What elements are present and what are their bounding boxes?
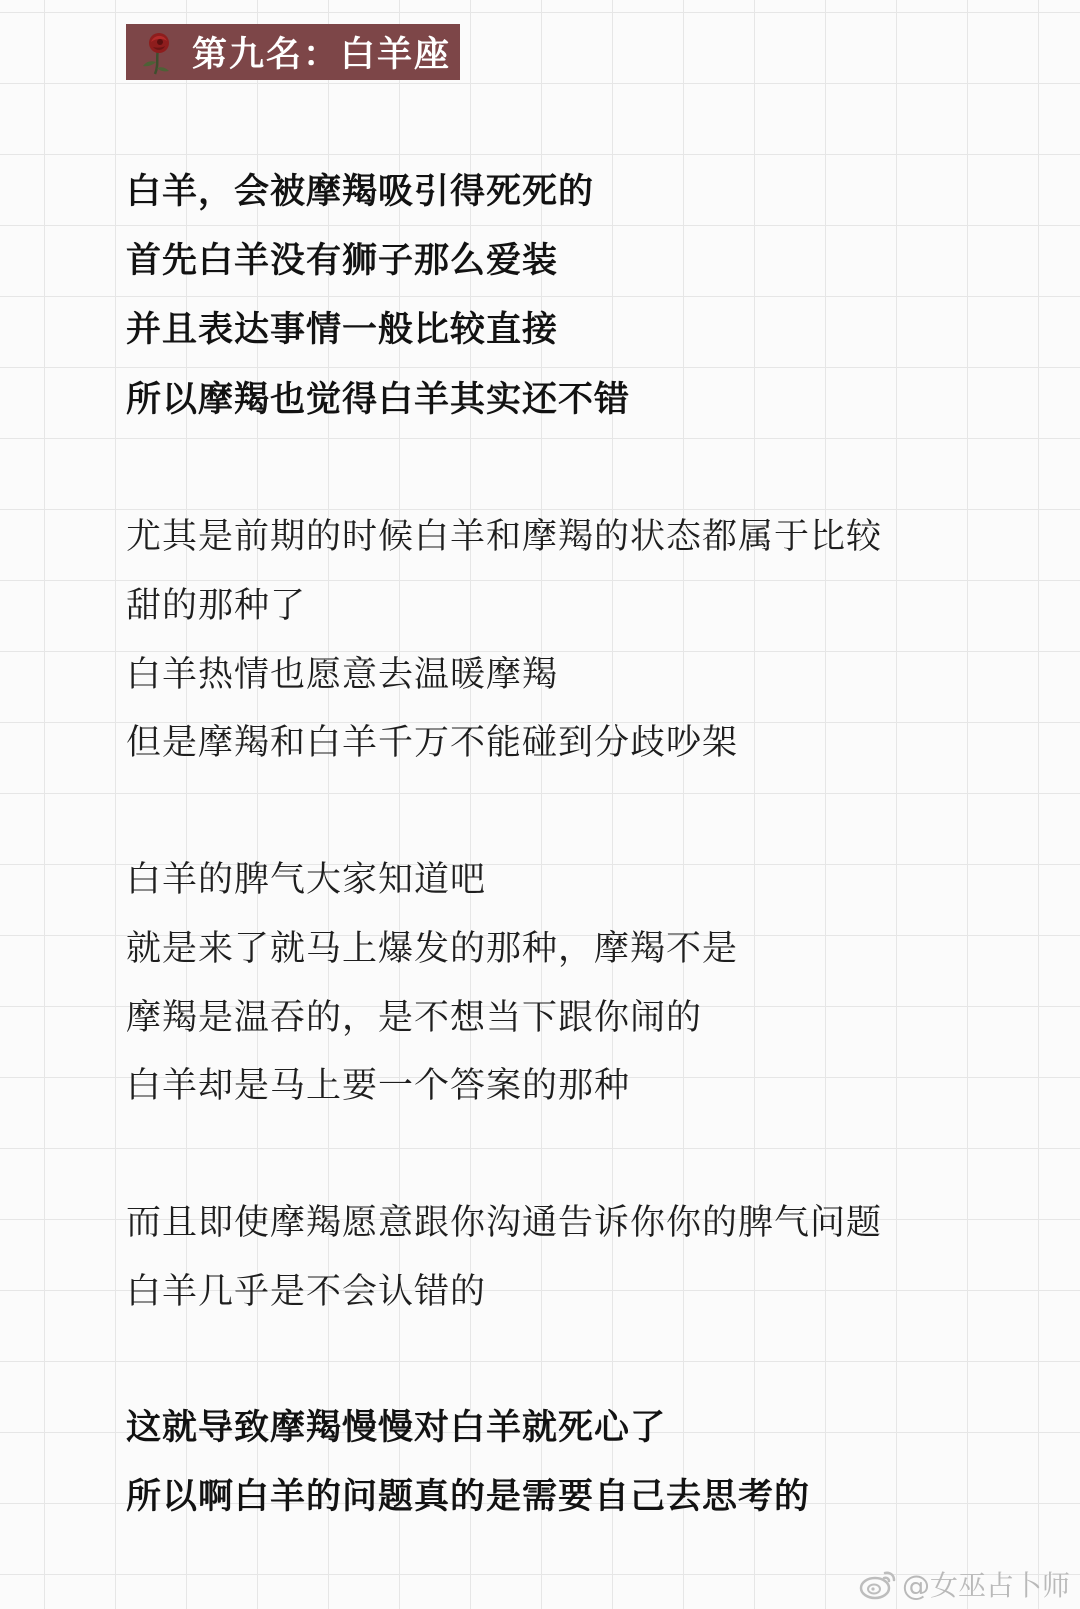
text-line: 白羊热情也愿意去温暖摩羯 (126, 655, 559, 695)
weibo-watermark (858, 1564, 1070, 1604)
watermark-text: @女巫占卜师 (901, 1569, 1070, 1602)
text-line: 就是来了就马上爆发的那种，摩羯不是 (126, 929, 739, 969)
weibo-icon (858, 1567, 898, 1601)
text-line: 白羊的脾气大家知道吧 (126, 860, 487, 900)
text-line: 尤其是前期的时候白羊和摩羯的状态都属于比较 (126, 517, 883, 557)
text-line: 甜的那种了 (126, 586, 307, 626)
text-line: 摩羯是温吞的，是不想当下跟你闹的 (126, 998, 703, 1038)
text-line: 并且表达事情一般比较直接 (126, 310, 559, 350)
text-line: 白羊，会被摩羯吸引得死死的 (126, 172, 595, 212)
text-line: 所以啊白羊的问题真的是需要自己去思考的 (126, 1477, 811, 1517)
text-line: 但是摩羯和白羊千万不能碰到分歧吵架 (126, 723, 739, 763)
text-line: 而且即使摩羯愿意跟你沟通告诉你你的脾气问题 (126, 1203, 883, 1243)
text-line: 白羊却是马上要一个答案的那种 (126, 1066, 631, 1106)
text-line: 这就导致摩羯慢慢对白羊就死心了 (126, 1408, 667, 1448)
text-line: 白羊几乎是不会认错的 (126, 1272, 487, 1312)
text-line: 首先白羊没有狮子那么爱装 (126, 241, 559, 281)
section-title-badge (126, 24, 460, 80)
rose-icon (134, 28, 182, 76)
text-line: 所以摩羯也觉得白羊其实还不错 (126, 380, 631, 420)
section-title: 第九名：白羊座 (192, 35, 452, 75)
